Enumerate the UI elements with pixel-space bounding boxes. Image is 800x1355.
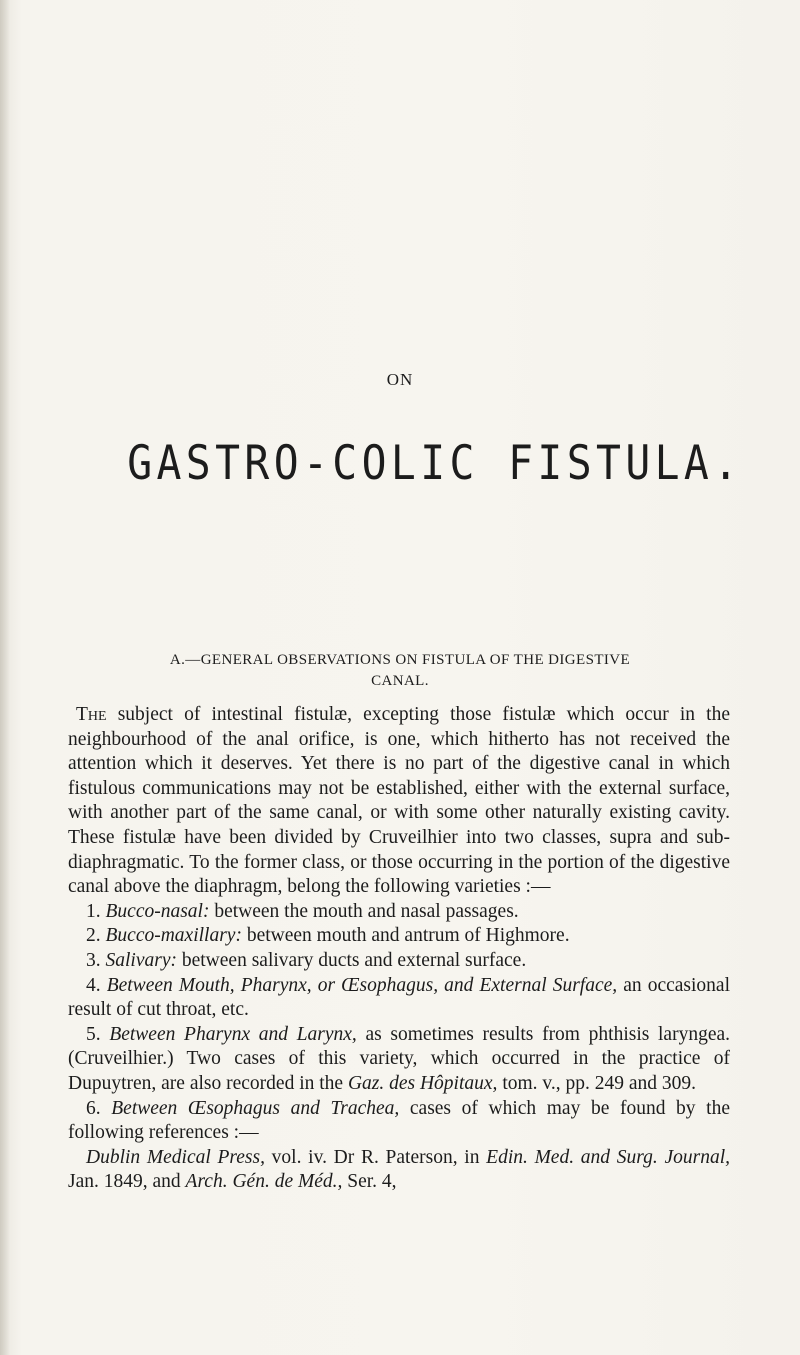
reference-journal-2: Edin. Med. and Surg. Journal, [486, 1146, 730, 1168]
intro-text: subject of intestinal fistulæ, excepting those fistulæ which occur in the neighbourhood of the anal orifice, is one, which hitherto has not received the attention which it deserves. Yet there is no part of the digestive canal in which fistulous communications may not be established, either with the external surface, with another part of the same canal, or with some other naturally existing cavity. These fistulæ have been divided by Cruveilhier into two classes, supra and sub-diaphragmatic. To the former class, or those occurring in the portion of the digestive canal above the diaphragm, belong the following varieties :— [68, 704, 730, 898]
item-term: Between Mouth, Pharynx, or Œsophagus, and External Surface, [106, 974, 618, 996]
reference-text-2: Jan. 1849, and [68, 1171, 186, 1193]
item-number: 5. [86, 1023, 101, 1045]
main-title: GASTRO-COLIC FISTULA. [127, 436, 743, 491]
item-number: 3. [86, 949, 101, 971]
item-term: Bucco-maxillary: [105, 925, 242, 947]
reference-journal-1: Dublin Medical Press, [86, 1146, 265, 1168]
item-text: cases of which may be found by the following references :— [68, 1097, 730, 1144]
item-number: 2. [86, 925, 101, 947]
item-text: an occasional result of cut throat, etc. [68, 974, 731, 1021]
item-term: Salivary: [105, 949, 177, 971]
item-text: between salivary ducts and external surface. [176, 949, 527, 971]
heading-on: ON [386, 370, 414, 389]
intro-first-word: The [76, 704, 107, 725]
item-citation: Gaz. des Hôpitaux, [347, 1072, 498, 1094]
list-item [68, 900, 730, 925]
intro-paragraph [68, 703, 730, 900]
item-number: 6. [86, 1097, 101, 1119]
section-heading-line-2: CANAL. [371, 673, 429, 689]
item-term: Between Pharynx and Larynx, [109, 1023, 357, 1045]
item-text: between mouth and antrum of Highmore. [241, 925, 570, 947]
list-item [68, 1097, 730, 1146]
section-heading [90, 650, 710, 692]
item-number: 4. [86, 974, 101, 996]
item-text: as sometimes results from phthisis laryngea. (Cruveilhier.) Two cases of this variety, which occurred in the practice of Dupuytren, are also recorded in the [68, 1023, 731, 1094]
list-item [68, 949, 730, 974]
list-item [68, 1023, 730, 1097]
binding-shadow [0, 0, 10, 1355]
reference-text-1: vol. iv. Dr R. Paterson, in [264, 1146, 487, 1168]
item-term: Bucco-nasal: [105, 900, 210, 922]
reference-paragraph [68, 1146, 730, 1195]
section-heading-line-1: A.—GENERAL OBSERVATIONS ON FISTULA OF THE DIGESTIVE [169, 652, 631, 668]
body-text [68, 703, 730, 1195]
list-item [68, 974, 730, 1023]
reference-journal-3: Arch. Gén. de Méd., [185, 1171, 343, 1193]
item-term: Between Œsophagus and Trachea, [111, 1097, 400, 1119]
reference-text-3: Ser. 4, [342, 1171, 397, 1193]
list-item [68, 924, 730, 949]
item-number: 1. [86, 900, 101, 922]
item-citation-text: tom. v., pp. 249 and 309. [497, 1072, 697, 1094]
item-text: between the mouth and nasal passages. [209, 900, 519, 922]
